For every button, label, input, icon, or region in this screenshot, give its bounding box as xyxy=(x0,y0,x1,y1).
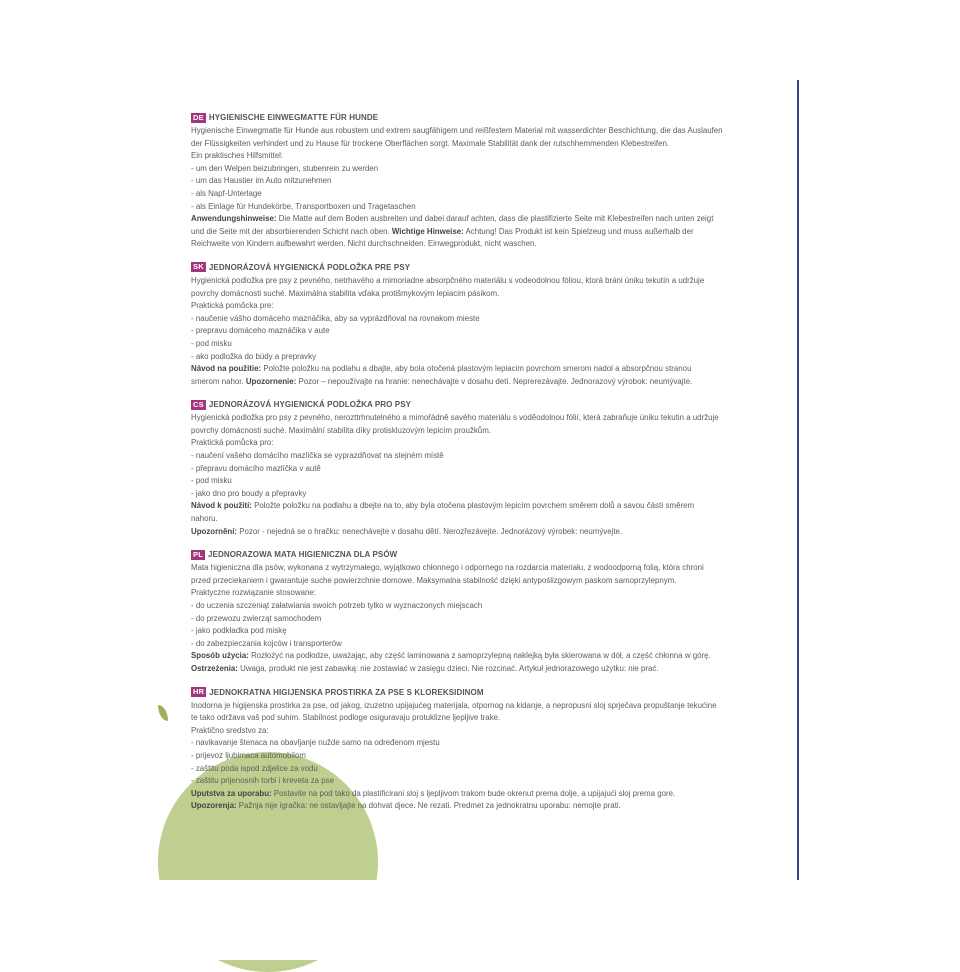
section-de xyxy=(191,112,779,251)
text-run: Hygienische Einwegmatte für Hunde aus robustem und extrem saugfähigem und reißfestem Material mit wasserdichter Beschichtung, die das Auslaufen xyxy=(191,126,723,135)
label-bold: Anwendungshinweise: xyxy=(191,214,277,224)
text-line xyxy=(191,201,779,214)
text-run: Praktická pomôcka pre: xyxy=(191,301,274,311)
text-run: przed przeciekaniem i gwarantuje suche powierzchnie domowe. Maksymalna stabilność dzięki antypoślizgowym paskom samoprzylepnym. xyxy=(191,575,677,585)
text-line xyxy=(191,613,779,626)
section-pl xyxy=(191,549,779,675)
language-badge: SK xyxy=(193,262,204,272)
text-run: - do zabezpieczania kojców i transporterów xyxy=(191,638,342,648)
label-bold: Návod k použití: xyxy=(191,501,252,511)
section-hr xyxy=(191,687,779,813)
text-run: - als Napf-Unterlage xyxy=(191,188,262,198)
text-run: Pozor - nejedná se o hračku: nenechávejte v dosahu dětí. Nerozřezávejte. Jednorázový výrobek: neumývejte. xyxy=(237,526,623,536)
text-line xyxy=(191,488,779,501)
section-heading xyxy=(191,687,779,698)
text-run: Die Matte auf dem Boden ausbreiten und dabei darauf achten, dass die plastifizierte Seite mit Klebestreifen nach unten zeigt xyxy=(276,214,714,224)
text-run: - do uczenia szczeniąt załatwiania swoich potrzeb tylko w wyznaczonych miejscach xyxy=(191,601,483,610)
section-title: JEDNORÁZOVÁ HYGIENICKÁ PODLOŽKA PRE PSY xyxy=(208,262,411,272)
text-run: - pod misku xyxy=(191,476,232,486)
text-run: - als Einlage für Hundekörbe, Transportboxen und Tragetaschen xyxy=(191,201,416,211)
vertical-rule xyxy=(797,80,799,880)
text-run: - naučenie vášho domáceho maznáčika, aby sa vyprázdňoval na rovnakom mieste xyxy=(191,313,480,323)
text-line xyxy=(191,363,779,376)
text-run: Hygienická podložka pre psy z pevného, netrhavého a mimoriadne absorpčného materiálu s vodeodolnou fóliou, ktorá bráni úniku tekutín a udržuje xyxy=(191,275,705,285)
text-line xyxy=(191,463,779,476)
text-line xyxy=(191,226,779,239)
text-run: Uwaga, produkt nie jest zabawką: nie zostawiać w zasięgu dzieci. Nie rozcinać. Artykuł jednorazowego użytku: nie prać. xyxy=(237,663,659,673)
section-heading xyxy=(191,112,779,123)
text-run: povrchy domácnosti suché. Maximálna stabilita vďaka protišmykovým lepiacim pásikom. xyxy=(191,288,500,298)
text-line xyxy=(191,450,779,463)
language-badge: PL xyxy=(193,549,203,559)
text-line xyxy=(191,587,779,600)
text-line xyxy=(191,737,779,750)
text-line xyxy=(191,300,779,313)
text-run: Reichweite von Kindern aufbewahrt werden. Nicht durchschneiden. Einwegprodukt, nicht waschen. xyxy=(191,239,537,249)
text-line xyxy=(191,750,779,763)
label-bold: Návod na použitie: xyxy=(191,364,262,374)
text-run: povrchy domácnosti suché. Maximální stabilita díky protiskluzovým lepicím proužkům. xyxy=(191,425,491,435)
text-line xyxy=(191,575,779,588)
text-line xyxy=(191,188,779,201)
text-run: - přepravu domácího mazlíčka v autě xyxy=(191,463,321,473)
text-line xyxy=(191,325,779,338)
text-line xyxy=(191,625,779,638)
section-title: JEDNORAZOWA MATA HIGIENICZNA DLA PSÓW xyxy=(207,550,398,560)
label-bold: Upozornění: xyxy=(191,526,238,536)
text-line xyxy=(191,650,779,663)
text-line xyxy=(191,376,779,389)
section-heading xyxy=(191,549,779,560)
text-line xyxy=(191,213,779,226)
text-run: - ako podložka do búdy a prepravky xyxy=(191,351,317,361)
text-line xyxy=(191,725,779,738)
text-run: - naučení vašeho domácího mazlíčka se vyprazdňovat na stejném místě xyxy=(191,451,444,461)
label-bold: Sposób użycia: xyxy=(191,651,249,661)
text-run: - do przewozu zwierząt samochodem xyxy=(191,613,322,623)
text-line xyxy=(191,125,779,138)
label-bold: Wichtige Hinweise: xyxy=(391,226,464,236)
text-line xyxy=(191,513,779,526)
text-run: Položte položku na podlahu a dbajte, aby bola otočená plastovým lepiacim povrchom smerom nadol a absorpčnou stranou xyxy=(261,364,692,374)
text-line xyxy=(191,638,779,651)
text-run: Postavite na pod tako da plastificirani sloj s ljepljivom trakom bude okrenut prema dolje, a upijajući sloj prema gore. xyxy=(271,788,676,798)
text-run: - um den Welpen beizubringen, stubenrein zu werden xyxy=(191,163,379,173)
text-run: Inodorna je higijenska prostirka za pse, od jakog, izuzetno upijajućeg materijala, otpornog na kidanje, a nepropusni sloj sprječava propuštanje tekućine xyxy=(191,700,717,710)
text-run: - jako dno pro boudy a přepravky xyxy=(191,488,307,498)
leaf-decoration xyxy=(158,705,168,721)
text-line xyxy=(191,475,779,488)
text-run: Ein praktisches Hilfsmittel: xyxy=(191,151,284,161)
section-title: JEDNORÁZOVÁ HYGIENICKÁ PODLOŽKA PRO PSY xyxy=(208,400,412,410)
text-line xyxy=(191,425,779,438)
text-run: Pažnja nije igračka: ne ostavljajte na dohvat djece. Ne rezati. Predmet za jednokratnu uporabu: nemojte prati. xyxy=(236,801,621,811)
text-line xyxy=(191,500,779,513)
text-run: und die Seite mit der absorbierenden Schicht nach oben. xyxy=(191,226,392,236)
text-run: Praktično sredstvo za: xyxy=(191,725,269,735)
text-line xyxy=(191,437,779,450)
text-line xyxy=(191,150,779,163)
text-line xyxy=(191,313,779,326)
text-run: der Flüssigkeiten verhindert und zu Hause für trockene Oberflächen sorgt. Maximale Stabilität dank der rutschhemmenden Klebestreifen. xyxy=(191,138,670,148)
text-line xyxy=(191,526,779,539)
section-heading xyxy=(191,399,779,410)
label-bold: Upozornenie: xyxy=(245,376,297,386)
label-bold: Upozorenja: xyxy=(191,801,237,811)
text-run: - zaštitu prijenosnih torbi i kreveta za pse xyxy=(191,776,334,786)
text-run: Achtung! Das Produkt ist kein Spielzeug und muss außerhalb der xyxy=(463,226,694,236)
section-title: HYGIENISCHE EINWEGMATTE FÜR HUNDE xyxy=(208,113,379,122)
text-line xyxy=(191,712,779,725)
text-run: - prepravu domáceho maznáčika v aute xyxy=(191,326,330,336)
label-bold: Ostrzeżenia: xyxy=(191,663,238,673)
text-line xyxy=(191,775,779,788)
label-bold: Uputstva za uporabu: xyxy=(191,788,272,798)
text-run: Praktická pomůcka pro: xyxy=(191,438,274,448)
section-title: JEDNOKRATNA HIGIJENSKA PROSTIRKA ZA PSE S KLOREKSIDINOM xyxy=(209,687,484,697)
text-line xyxy=(191,600,779,613)
text-run: - pod misku xyxy=(191,338,232,348)
text-line xyxy=(191,663,779,676)
text-run: - prijevoz ljubimaca automobilom xyxy=(191,750,306,760)
text-line xyxy=(191,788,779,801)
text-run: - um das Haustier im Auto mitzunehmen xyxy=(191,176,332,186)
text-line xyxy=(191,175,779,188)
text-line xyxy=(191,163,779,176)
text-line xyxy=(191,351,779,364)
section-cs xyxy=(191,399,779,538)
language-badge: CS xyxy=(193,399,204,409)
text-run: nahoru. xyxy=(191,514,218,524)
text-line xyxy=(191,338,779,351)
text-line xyxy=(191,412,779,425)
text-run: te tako održava vaš pod suhim. Stabilnost podloge osiguravaju protuklizne ljepljive trake. xyxy=(191,713,501,723)
text-run: Pozor – nepoužívajte na hranie: nenechávajte v dosahu detí. Neprerezávajte. Jednorazový výrobok: neumývajte. xyxy=(296,376,693,386)
text-run: - zaštitu poda ispod zdjelice za vodu xyxy=(191,763,318,773)
text-line xyxy=(191,288,779,301)
text-run: smerom nahor. xyxy=(191,376,246,386)
text-run: Rozłożyć na podłodze, uważając, aby część laminowana z samoprzylepną naklejką była skierowana w dół, a część chłonna w górę. xyxy=(248,651,711,661)
text-run: Praktyczne rozwiązanie stosowane: xyxy=(191,588,316,598)
text-line xyxy=(191,562,779,575)
text-line xyxy=(191,138,779,151)
language-badge: DE xyxy=(193,112,204,122)
text-line xyxy=(191,700,779,713)
text-line xyxy=(191,800,779,813)
text-run: - navikavanje štenaca na obavljanje nužde samo na određenom mjestu xyxy=(191,738,440,748)
section-sk xyxy=(191,262,779,388)
text-line xyxy=(191,763,779,776)
text-run: Hygienická podložka pro psy z pevného, nerozttrhnutelného a mimořádně savého materiálu s voděodolnou fólií, která zabraňuje úniku tekutin a udržuje xyxy=(191,413,719,423)
text-run: Položte položku na podlahu a dbejte na to, aby byla otočena plastovým lepicím povrchem směrem dolů a savou částí směrem xyxy=(251,501,695,511)
text-run: Mata higieniczna dla psów, wykonana z wytrzymałego, wyjątkowo chłonnego i odpornego na rozdarcia materiału, z wodoodporną folią, która chroni xyxy=(191,563,704,573)
text-run: - jako podkładka pod miskę xyxy=(191,626,287,636)
text-line xyxy=(191,275,779,288)
text-line xyxy=(191,238,779,251)
language-badge: HR xyxy=(193,687,205,697)
section-heading xyxy=(191,262,779,273)
instructions-content xyxy=(191,112,779,824)
